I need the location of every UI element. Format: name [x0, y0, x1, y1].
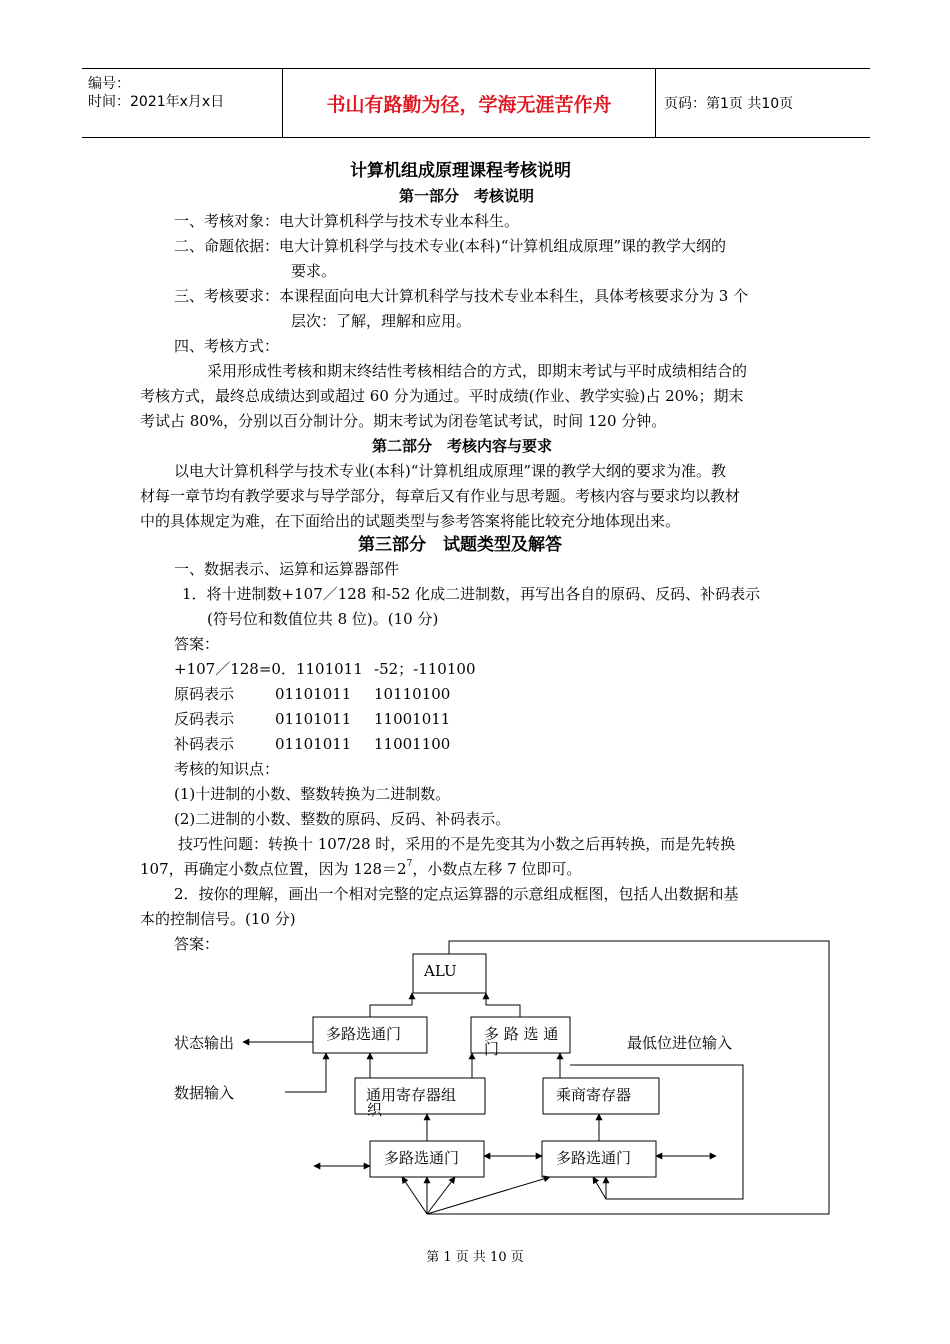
time-label: 时间：2021年x月x日 [88, 94, 225, 110]
p1-line7: 考试占 80%，分别以百分制计分。期末考试为闭卷笔试考试，时间 120 分钟。 [140, 412, 667, 430]
answer-row3-col1: 01101011 [275, 735, 352, 753]
answer-row0-col1: +107／128=0．1101011 [174, 660, 363, 678]
answer-row2-col2: 11001011 [374, 710, 451, 728]
alu-label: ALU [424, 962, 457, 980]
status-output-label: 状态输出 [174, 1034, 235, 1052]
tip-line1: 技巧性问题：转换十 107/28 时，采用的不是先变其为小数之后再转换，而是先转换 [178, 835, 736, 853]
mq-label: 乘商寄存器 [556, 1086, 632, 1104]
mux-bottom-right-label: 多路选通门 [556, 1149, 632, 1167]
part2-heading: 第二部分 考核内容与要求 [372, 437, 553, 455]
p1-line1: 一、考核对象：电大计算机科学与技术专业本科生。 [174, 212, 520, 230]
p1-line3: 三、考核要求：本课程面向电大计算机科学与技术专业本科生，具体考核要求分为 3 个 [174, 287, 749, 305]
answer-label: 答案： [174, 635, 220, 653]
q2-line2: 本的控制信号。(10 分) [140, 910, 296, 928]
gpr-clipped: 织 [367, 1101, 383, 1119]
answer-row2-col1: 01101011 [275, 710, 352, 728]
number-label: 编号： [88, 76, 130, 92]
p1-line2: 二、命题依据：电大计算机科学与技术专业(本科)“计算机组成原理”课的教学大纲的 [174, 237, 727, 255]
carry-input-label: 最低位进位输入 [627, 1034, 733, 1052]
p1-line5: 采用形成性考核和期末终结性考核相结合的方式，即期末考试与平时成绩相结合的 [207, 362, 748, 380]
mux-right-label: 多 路 选 通 [484, 1025, 559, 1043]
doc-title: 计算机组成原理课程考核说明 [350, 161, 571, 181]
gpr-label: 通用寄存器组 [366, 1086, 457, 1104]
p2-line2: 材每一章节均有教学要求与导学部分，每章后又有作业与思考题。考核内容与要求均以教材 [140, 487, 741, 505]
knowledge-point-1: (1)十进制的小数、整数转换为二进制数。 [174, 785, 451, 803]
answer2-label: 答案： [174, 935, 220, 953]
mux-left-label: 多路选通门 [326, 1025, 402, 1043]
page-info: 页码：第1页 共10页 [664, 96, 794, 112]
p3-line1: 一、数据表示、运算和运算器部件 [174, 560, 400, 578]
answer-row3-col0: 补码表示 [174, 735, 235, 753]
answer-row3-col2: 11001100 [374, 735, 451, 753]
p1-line2b: 要求。 [291, 262, 337, 280]
answer-row1-col2: 10110100 [374, 685, 451, 703]
part3-heading: 第三部分 试题类型及解答 [358, 535, 562, 555]
q2-line1: 2．按你的理解，画出一个相对完整的定点运算器的示意组成框图，包括人出数据和基 [174, 885, 739, 903]
answer-row1-col0: 原码表示 [174, 685, 235, 703]
answer-row0-col2: -52；-110100 [374, 660, 476, 678]
tip-exponent: 7 [406, 859, 413, 869]
tip-line2b: ，小数点左移 7 位即可。 [412, 860, 582, 878]
data-input-label: 数据输入 [174, 1084, 235, 1102]
p1-line6: 考核方式，最终总成绩达到或超过 60 分为通过。平时成绩(作业、教学实验)占 20%；期末 [140, 387, 744, 405]
page-footer: 第 1 页 共 10 页 [426, 1250, 524, 1265]
answer-row2-col0: 反码表示 [174, 710, 235, 728]
mux-right-clipped: 门 [484, 1040, 500, 1058]
mux-bottom-left-label: 多路选通门 [384, 1149, 460, 1167]
knowledge-point-2: (2)二进制的小数、整数的原码、反码、补码表示。 [174, 810, 511, 828]
tip-line2a: 107，再确定小数点位置，因为 128＝2 [140, 860, 407, 878]
motto: 书山有路勤为径，学海无涯苦作舟 [326, 93, 612, 116]
p1-line3b: 层次：了解，理解和应用。 [291, 312, 472, 330]
answer-row1-col1: 01101011 [275, 685, 352, 703]
p2-line1: 以电大计算机科学与技术专业(本科)“计算机组成原理”课的教学大纲的要求为准。教 [174, 462, 727, 480]
q1-line2: (符号位和数值位共 8 位)。(10 分) [207, 610, 439, 628]
q1-line1: 1．将十进制数+107／128 和-52 化成二进制数，再写出各自的原码、反码、补码表示 [182, 585, 761, 603]
knowledge-points-label: 考核的知识点： [174, 760, 280, 778]
p2-line3: 中的具体规定为难，在下面给出的试题类型与参考答案将能比较充分地体现出来。 [140, 512, 681, 530]
part1-heading: 第一部分 考核说明 [399, 187, 535, 205]
p1-line4: 四、考核方式： [174, 337, 280, 355]
